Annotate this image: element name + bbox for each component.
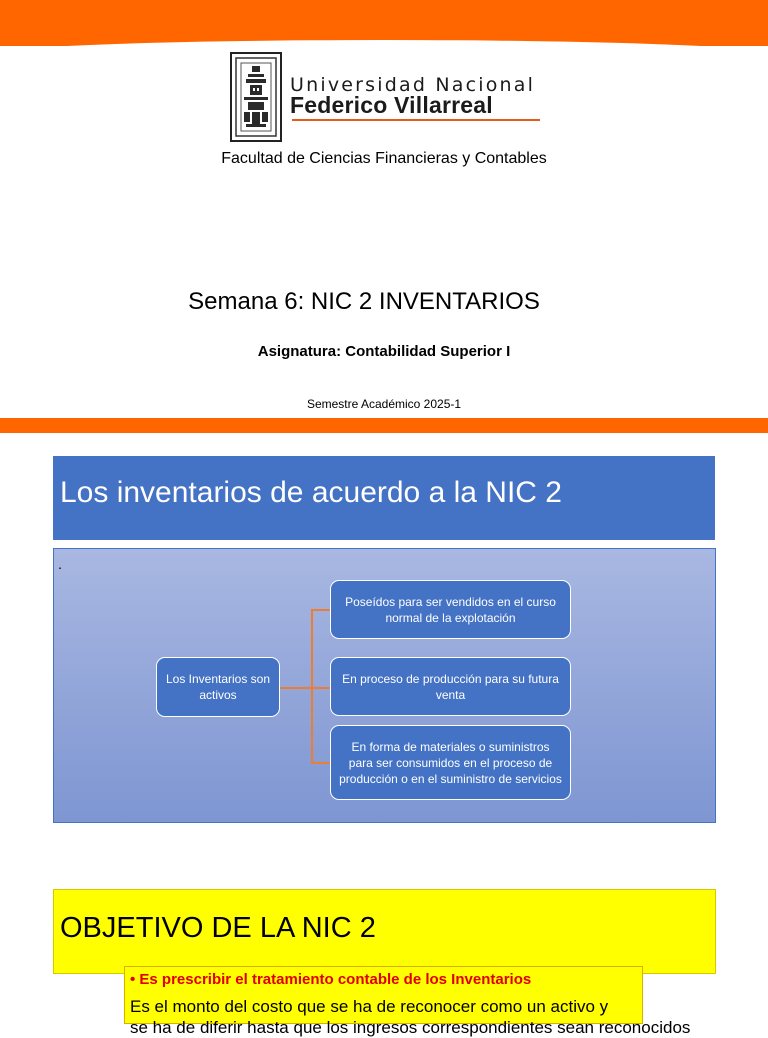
bullet-dot: . [58,556,62,572]
connector-branch-2 [311,687,331,689]
branch-node: Poseídos para ser vendidos en el curso normal de la explotación [330,580,571,639]
branch-node: En proceso de producción para su futura venta [330,657,571,716]
faculty-name: Facultad de Ciencias Financieras y Contables [221,150,547,167]
logo-text-line2: Federico Villarreal [290,92,493,118]
slide2-title: Los inventarios de acuerdo a la NIC 2 [60,476,562,509]
university-logo [230,52,542,144]
objective-bullet: • Es prescribir el tratamiento contable de los Inventarios [130,971,532,988]
objective-title: OBJETIVO DE LA NIC 2 [60,912,376,944]
connector-vertical [311,609,313,763]
connector-root-horizontal [279,687,312,689]
branch-node: En forma de materiales o suministros para ser consumidos en el proceso de producción o en el suministro de servicios [330,725,571,800]
connector-branch-3 [311,762,331,764]
subject-label: Asignatura: Contabilidad Superior I [257,343,511,360]
logo-text-line1: Universidad Nacional [290,74,536,96]
objective-paragraph-line2: se ha de diferir hasta que los ingresos correspondientes sean reconocidos [130,1018,691,1037]
university-seal-icon [230,52,282,142]
logo-underline [292,119,540,121]
root-node: Los Inventarios son activos [156,657,280,717]
bottom-orange-band [0,418,768,433]
connector-branch-1 [311,609,331,611]
semester-label: Semestre Académico 2025-1 [306,397,462,411]
objective-paragraph-line1: Es el monto del costo que se ha de reconocer como un activo y [130,997,609,1016]
week-title: Semana 6: NIC 2 INVENTARIOS [188,288,540,315]
